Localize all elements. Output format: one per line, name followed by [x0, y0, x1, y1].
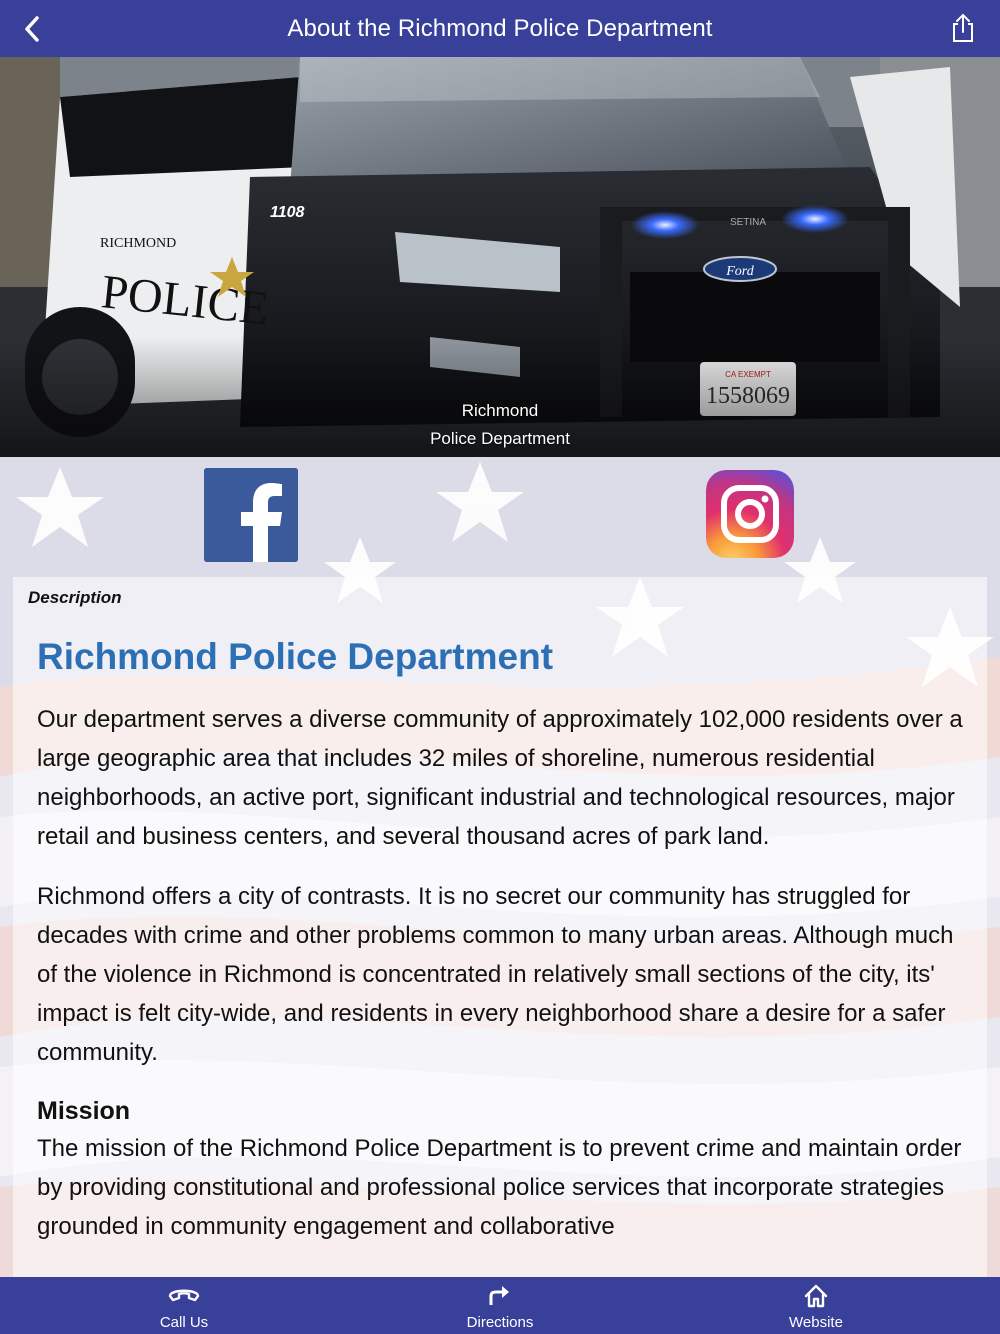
directions-arrow-icon	[487, 1283, 513, 1307]
description-content	[37, 630, 972, 1267]
share-button[interactable]	[948, 12, 978, 44]
tab-call-us-label: Call Us	[159, 1314, 209, 1331]
department-heading: Richmond Police Department	[37, 636, 554, 677]
hero-caption-line2: Police Department	[430, 429, 570, 448]
description-paragraph-1: Our department serves a diverse community of approximately 102,000 residents over a large geographic area that includes 32 miles of shoreline, numerous residential neighborhoods, an active port, significant industrial and technological resources, major retail and business centers, and several thousand acres of park land.	[37, 706, 963, 850]
phone-icon	[167, 1283, 201, 1307]
tab-website-label: Website	[789, 1314, 843, 1331]
bottom-tab-bar	[0, 1277, 1000, 1334]
hero-caption	[0, 397, 1000, 453]
chevron-left-icon	[22, 15, 42, 43]
facebook-icon	[204, 468, 298, 562]
home-icon	[803, 1283, 829, 1309]
facebook-button[interactable]	[204, 468, 298, 562]
tab-call-us[interactable]	[104, 1277, 264, 1334]
top-nav-bar	[0, 0, 1000, 57]
instagram-button[interactable]	[706, 470, 794, 558]
tab-directions[interactable]	[420, 1277, 580, 1334]
page-title: About the Richmond Police Department	[287, 14, 713, 42]
hero-caption-line1: Richmond	[461, 401, 539, 420]
description-label: Description	[28, 588, 122, 607]
hero-image	[0, 57, 1000, 457]
description-paragraph-2: Richmond offers a city of contrasts. It is no secret our community has struggled for decades with crime and other problems common to many urban areas. Although much of the violence in Richmond is concentrated in relatively small sections of the city, its' impact is felt city-wide, and residents in every neighborhood share a desire for a safer community.	[37, 883, 954, 1066]
back-button[interactable]	[22, 10, 62, 48]
tab-directions-label: Directions	[466, 1314, 534, 1331]
share-icon	[948, 12, 978, 44]
instagram-icon	[706, 470, 794, 558]
tab-website[interactable]	[736, 1277, 896, 1334]
mission-heading: Mission	[37, 1097, 131, 1125]
mission-paragraph: The mission of the Richmond Police Department is to prevent crime and maintain order by providing constitutional and professional police services that incorporate strategies grounded in community engagement and collaborative	[37, 1135, 962, 1240]
